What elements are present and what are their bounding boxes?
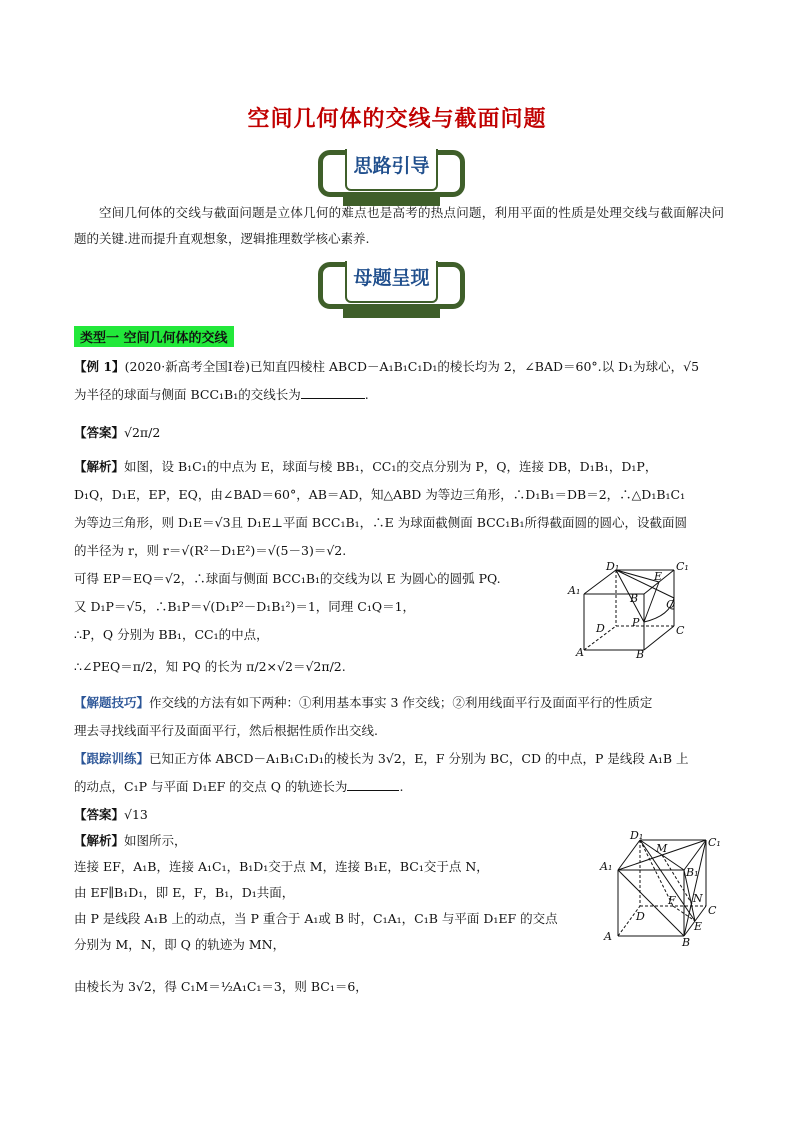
fig1-label-b: B — [636, 648, 645, 661]
training-tag: 【跟踪训练】 — [74, 751, 150, 766]
fig2-label-m: M — [656, 842, 668, 855]
fig2-label-b: B — [682, 936, 691, 949]
analysis-1-line-1 — [74, 456, 657, 478]
fig2-label-b1: B₁ — [686, 866, 699, 879]
analysis-2-line-6: 由棱长为 3√2，得 C₁M＝½A₁C₁＝3，则 BC₁＝6， — [74, 979, 368, 994]
example-source: (2020·新高考全国Ⅰ卷) — [124, 359, 251, 374]
page-title: 空间几何体的交线与截面问题 — [247, 107, 547, 132]
example-text: 已知直四棱柱 ABCD－A₁B₁C₁D₁的棱长均为 2，∠BAD＝60°.以 D₁为球心，√5 — [250, 359, 700, 374]
section-banner-problem — [318, 262, 465, 309]
intro-paragraph — [74, 200, 724, 252]
analysis-tag: 【解析】 — [74, 459, 125, 474]
training-text: 的动点，C₁P 与平面 D₁EF 的交点 Q 的轨迹长为 — [74, 779, 348, 794]
answer-value: √13 — [124, 807, 148, 822]
analysis-1-line-5: 可得 EP＝EQ＝√2，∴球面与侧面 BCC₁B₁的交线为以 E 为圆心的圆弧 PQ. — [74, 571, 501, 586]
prism-figure-1 — [566, 560, 689, 662]
fig1-label-q: Q — [666, 598, 676, 611]
training-line-2 — [74, 776, 403, 798]
answer-1 — [74, 422, 160, 444]
fig2-label-d1: D₁ — [630, 829, 644, 842]
answer-blank — [347, 778, 399, 791]
intro-line-1: 空间几何体的交线与截面问题是立体几何的难点也是高考的热点问题，利用平面的性质是处理交线与 — [99, 205, 661, 220]
tip-text: 作交线的方法有如下两种：①利用基本事实 3 作交线；②利用线面平行及面面平行的性质定 — [149, 695, 653, 710]
fig2-label-a1: A₁ — [600, 860, 613, 873]
example-1-line-2 — [74, 384, 369, 406]
analysis-1-line-7: ∴P，Q 分别为 BB₁，CC₁的中点， — [74, 627, 269, 642]
fig1-label-a1: A₁ — [568, 584, 581, 597]
answer-tag: 【答案】 — [74, 425, 125, 440]
analysis-1-line-3: 为等边三角形，则 D₁E＝√3且 D₁E⊥平面 BCC₁B₁，∴E 为球面截侧面 BCC₁B₁所得截面圆的圆心，设截面圆 — [74, 515, 687, 530]
analysis-tag: 【解析】 — [74, 833, 125, 848]
training-text: 已知正方体 ABCD－A₁B₁C₁D₁的棱长为 3√2，E，F 分别为 BC，CD 的中点，P 是线段 A₁B 上 — [149, 751, 689, 766]
tip-tag: 【解题技巧】 — [74, 695, 150, 710]
fig2-label-c: C — [708, 904, 717, 917]
answer-value: √2π/2 — [124, 425, 161, 440]
fig2-label-d: D — [636, 910, 645, 923]
analysis-2-line-2: 连接 EF，A₁B，连接 A₁C₁，B₁D₁交于点 M，连接 B₁E，BC₁交于点 N， — [74, 859, 489, 874]
fig1-label-a: A — [576, 646, 584, 659]
fig1-label-c: C — [676, 624, 685, 637]
fig2-label-a: A — [604, 930, 612, 943]
training-line-1 — [74, 748, 689, 770]
banner-label: 母题呈现 — [345, 261, 438, 303]
intro-line-2: 截面解决问题的关键.进而提升直观想象，逻辑推理数学核心素养. — [74, 205, 724, 246]
analysis-1-line-8: ∴∠PEQ＝π/2，知 PQ 的长为 π/2×√2＝√2π/2. — [74, 659, 346, 674]
fig2-label-e: E — [694, 920, 703, 933]
tip-line-1 — [74, 692, 652, 714]
answer-2 — [74, 804, 148, 826]
example-text: 为半径的球面与侧面 BCC₁B₁的交线长为 — [74, 387, 301, 402]
analysis-1-line-6: 又 D₁P＝√5，∴B₁P＝√(D₁P²－D₁B₁²)＝1，同理 C₁Q＝1， — [74, 599, 416, 614]
example-1-line-1 — [74, 356, 699, 378]
analysis-2-line-4: 由 P 是线段 A₁B 上的动点，当 P 重合于 A₁或 B 时，C₁A₁，C₁B 与平面 D₁EF 的交点 — [74, 911, 558, 926]
fig1-label-b1: B — [630, 592, 639, 605]
analysis-2-line-3: 由 EF∥B₁D₁，即 E，F，B₁，D₁共面， — [74, 885, 295, 900]
example-tag: 【例 1】 — [74, 359, 125, 374]
period: . — [399, 779, 404, 794]
analysis-2-line-5: 分别为 M，N，即 Q 的轨迹为 MN， — [74, 937, 286, 952]
section-heading: 类型一 空间几何体的交线 — [74, 326, 234, 347]
cube-figure-2 — [596, 826, 726, 948]
analysis-2-line-1 — [74, 830, 187, 852]
fig1-label-c1: C₁ — [676, 560, 689, 573]
fig1-label-d1: D₁ — [606, 560, 620, 573]
banner-label: 思路引导 — [345, 149, 438, 191]
fig2-label-f: F — [668, 894, 676, 907]
fig1-label-e: E — [654, 570, 663, 583]
analysis-text: 如图所示， — [124, 833, 187, 848]
analysis-1-line-4: 的半径为 r，则 r＝√(R²－D₁E²)＝√(5－3)＝√2. — [74, 543, 347, 558]
fig1-label-p: P — [632, 616, 640, 629]
period: . — [364, 387, 369, 402]
analysis-1-line-2: D₁Q，D₁E，EP，EQ，由∠BAD＝60°，AB＝AD，知△ABD 为等边三角形，∴D₁B₁＝DB＝2，∴△D₁B₁C₁ — [74, 487, 686, 502]
fig1-label-d: D — [596, 622, 605, 635]
answer-tag: 【答案】 — [74, 807, 125, 822]
fig2-label-c1: C₁ — [708, 836, 721, 849]
banner-tab — [343, 308, 440, 318]
tip-line-2: 理去寻找线面平行及面面平行，然后根据性质作出交线. — [74, 723, 378, 738]
fig2-label-n: N — [693, 892, 703, 905]
analysis-text: 如图，设 B₁C₁的中点为 E，球面与棱 BB₁，CC₁的交点分别为 P，Q，连接 DB，D₁B₁，D₁P， — [124, 459, 658, 474]
answer-blank — [301, 386, 365, 399]
section-banner-guide — [318, 150, 465, 197]
